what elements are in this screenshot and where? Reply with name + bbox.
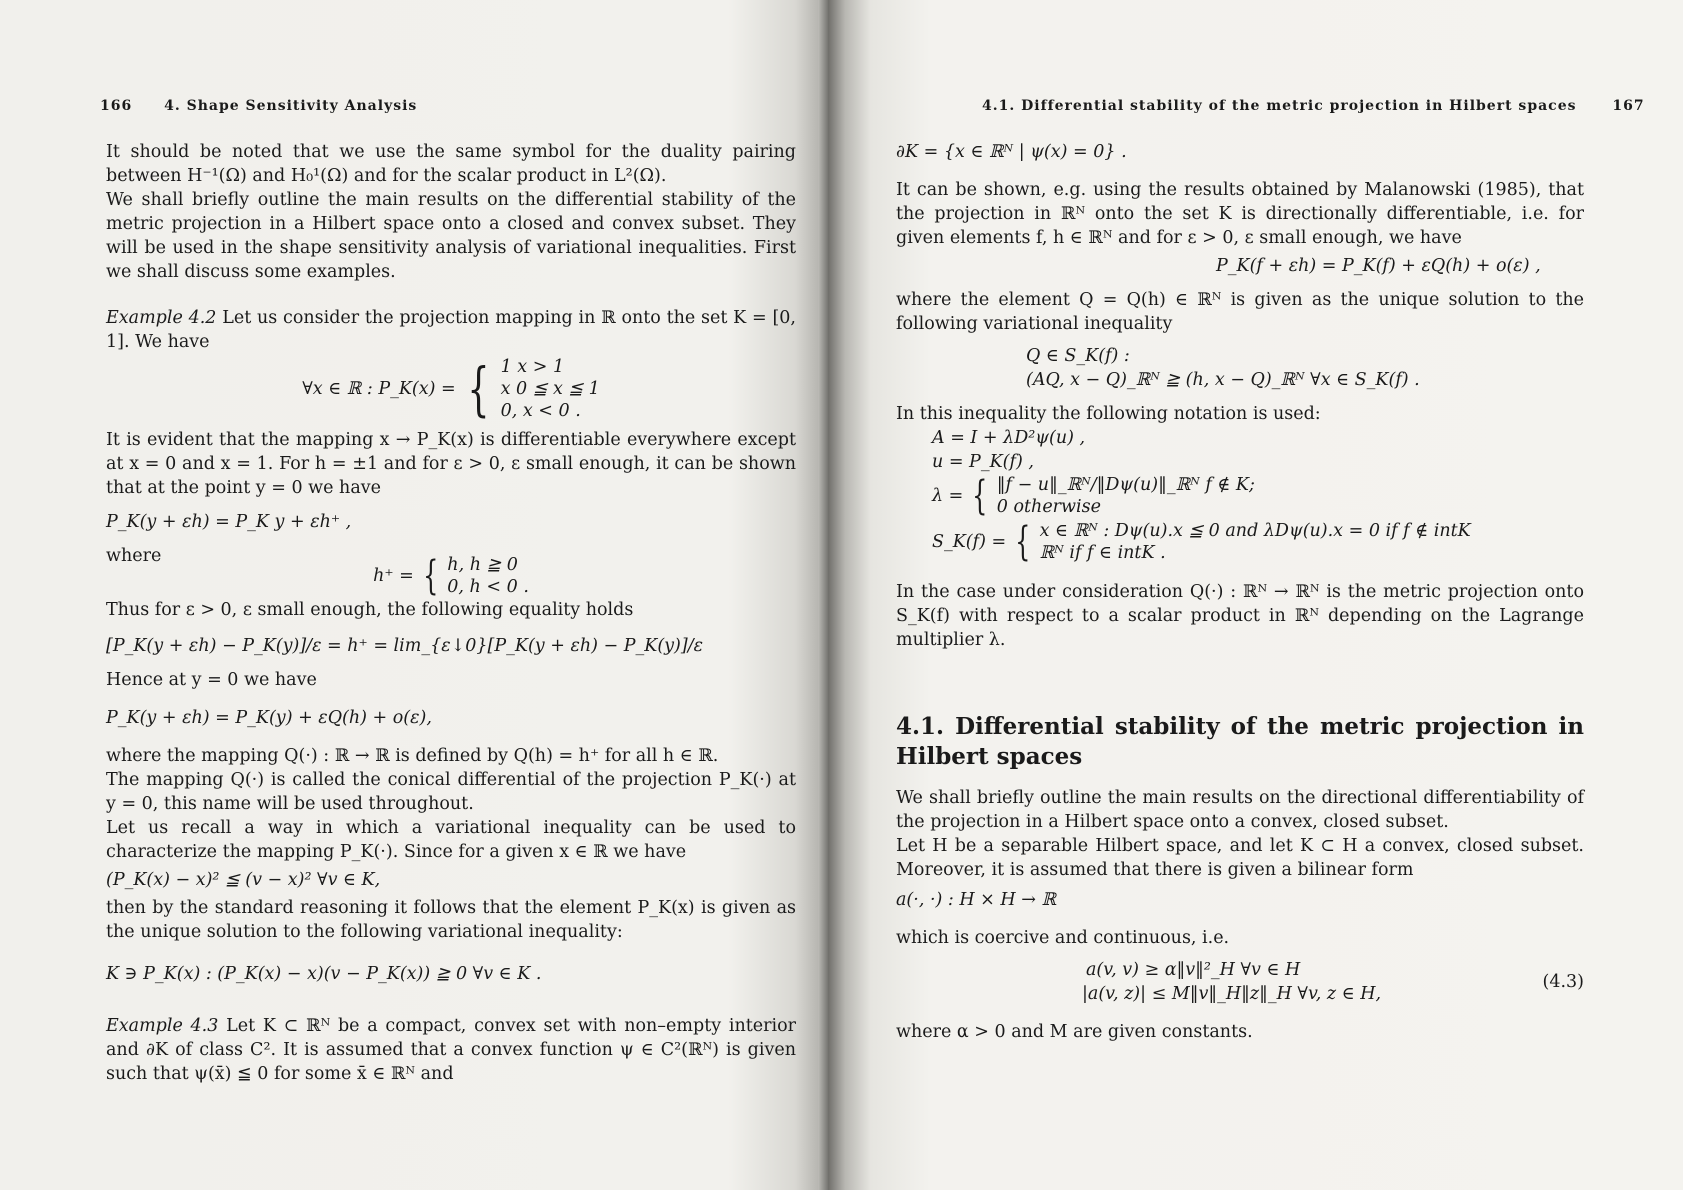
left-para-outline: We shall briefly outline the main results on the differential stability of the metric projection in a Hilbert space onto a closed and convex subset. They will be used in the shape sensitivity analysis of variational inequalities. First we shall discuss some examples. <box>106 190 796 282</box>
case-row: ‖f − u‖_ℝᴺ/‖Dψ(u)‖_ℝᴺ f ∉ K; <box>996 475 1255 495</box>
right-para-notation: In this inequality the following notation is used: <box>896 404 1321 424</box>
left-brace-icon: { <box>422 553 439 599</box>
section-heading: 4.1. Differential stability of the metric projection in Hilbert spaces <box>896 713 1584 770</box>
example-4-2 <box>106 306 796 354</box>
eq-4-3 <box>896 958 1584 1006</box>
left-para-mapping: where the mapping Q(·) : ℝ → ℝ is defined by Q(h) = h⁺ for all h ∈ ℝ. <box>106 746 719 766</box>
eq-variational: K ∋ P_K(x) : (P_K(x) − x)(v − P_K(x)) ≧ 0 ∀v ∈ K . <box>106 964 542 984</box>
left-para-thus: Thus for ε > 0, ε small enough, the following equality holds <box>106 600 634 620</box>
eq-sk <box>932 520 1584 564</box>
left-where: where <box>106 546 162 566</box>
left-para-hence: Hence at y = 0 we have <box>106 670 317 690</box>
left-brace-icon: { <box>972 473 988 519</box>
right-page-number: 167 <box>1612 98 1645 114</box>
right-para-directional: We shall briefly outline the main results on the directional differentiability of the projection in a Hilbert space onto a convex, closed subset. <box>896 788 1584 832</box>
case-row: 0, x < 0 . <box>500 401 581 421</box>
notation-block <box>896 426 1584 564</box>
left-brace-icon: { <box>467 355 490 423</box>
example-4-2-label: Example 4.2 <box>106 308 217 328</box>
case-row: x 0 ≦ x ≦ 1 <box>500 379 600 399</box>
example-4-2-text: Let us consider the projection mapping in ℝ onto the set K = [0, 1]. We have <box>106 308 796 352</box>
eq-conical: P_K(y + εh) = P_K(y) + εQ(h) + o(ε), <box>106 708 432 728</box>
right-para-constants: where α > 0 and M are given constants. <box>896 1022 1253 1042</box>
case-row: x ∈ ℝᴺ : Dψ(u).x ≦ 0 and λDψ(u).x = 0 if f ∉ intK <box>1039 521 1471 541</box>
left-para-differentiable: It is evident that the mapping x → P_K(x) is differentiable everywhere except at x = 0 and x = 1. For h = ±1 and for ε > 0, ε small enough, it can be shown that at the point y = 0 we have <box>106 430 796 498</box>
eq-q-ineq: (AQ, x − Q)_ℝᴺ ≧ (h, x − Q)_ℝᴺ ∀x ∈ S_K(f) . <box>1026 370 1420 390</box>
eq-h-plus-lhs: h⁺ = <box>373 566 414 586</box>
left-running-head <box>100 98 417 114</box>
right-para-case: In the case under consideration Q(·) : ℝᴺ → ℝᴺ is the metric projection onto S_K(f) with respect to a scalar product in ℝᴺ depending on the Lagrange multiplier λ. <box>896 582 1584 650</box>
right-page <box>828 0 1683 1190</box>
right-body <box>896 140 1584 1044</box>
eq-continuous: |a(v, z)| ≤ M‖v‖_H‖z‖_H ∀v, z ∈ H, <box>1082 984 1382 1004</box>
left-brace-icon: { <box>1015 519 1031 565</box>
eq-projection <box>106 356 796 422</box>
eq-boundary: ∂K = {x ∈ ℝᴺ | ψ(x) = 0} . <box>896 142 1127 162</box>
right-para-malanowski: It can be shown, e.g. using the results obtained by Malanowski (1985), that the projection in ℝᴺ onto the set K is directionally differentiable, i.e. for given elements f, h ∈ ℝᴺ and for ε > 0, ε small enough, we have <box>896 180 1584 248</box>
equation-number: (4.3) <box>1542 972 1584 992</box>
case-row: 1 x > 1 <box>500 357 565 377</box>
left-page-number: 166 <box>100 98 133 114</box>
eq-q-in-sk: Q ∈ S_K(f) : <box>1026 346 1130 366</box>
left-chapter-title: 4. Shape Sensitivity Analysis <box>164 98 418 114</box>
eq-bilinear: a(·, ·) : H × H → ℝ <box>896 890 1057 910</box>
eq-coercive: a(v, v) ≥ α‖v‖²_H ∀v ∈ H <box>1086 960 1301 980</box>
eq-a: A = I + λD²ψ(u) , <box>932 428 1086 448</box>
case-row: ℝᴺ if f ∈ intK . <box>1039 543 1166 563</box>
right-para-coercive: which is coercive and continuous, i.e. <box>896 928 1230 948</box>
eq-u: u = P_K(f) , <box>932 452 1034 472</box>
eq-h-plus <box>106 554 796 598</box>
eq-square-ineq: (P_K(x) − x)² ≦ (v − x)² ∀v ∈ K, <box>106 870 381 890</box>
eq-lambda-lhs: λ = <box>932 486 964 506</box>
example-4-3-text: Let K ⊂ ℝᴺ be a compact, convex set with non–empty interior and ∂K of class C². It is assumed that a convex function ψ ∈ C²(ℝᴺ) is given such that ψ(x̄) ≦ 0 for some x̄ ∈ ℝᴺ and <box>106 1016 796 1084</box>
left-body <box>106 140 796 1086</box>
left-para-duality: It should be noted that we use the same symbol for the duality pairing between H⁻¹(Ω) and H₀¹(Ω) and for the scalar product in L²(Ω). <box>106 142 796 186</box>
example-4-3-label: Example 4.3 <box>106 1016 219 1036</box>
eq-lambda <box>932 474 1255 518</box>
left-para-recall: Let us recall a way in which a variational inequality can be used to characterize the mapping P_K(·). Since for a given x ∈ ℝ we have <box>106 818 796 862</box>
right-para-element: where the element Q = Q(h) ∈ ℝᴺ is given as the unique solution to the following variational inequality <box>896 290 1584 334</box>
left-para-conical: The mapping Q(·) is called the conical differential of the projection P_K(·) at y = 0, this name will be used throughout. <box>106 770 796 814</box>
case-row: h, h ≧ 0 <box>447 555 518 575</box>
case-row: 0 otherwise <box>996 497 1101 517</box>
right-running-head <box>982 98 1645 114</box>
eq-projection-lhs: ∀x ∈ ℝ : P_K(x) = <box>302 379 456 399</box>
eq-sk-lhs: S_K(f) = <box>932 532 1007 552</box>
right-section-title: 4.1. Differential stability of the metric projection in Hilbert spaces <box>982 98 1577 114</box>
eq-pk-plus: P_K(y + εh) = P_K y + εh⁺ , <box>106 512 352 532</box>
left-page <box>0 0 828 1190</box>
left-para-reasoning: then by the standard reasoning it follows that the element P_K(x) is given as the unique solution to the following variational inequality: <box>106 898 796 942</box>
eq-limit: [P_K(y + εh) − P_K(y)]/ε = h⁺ = lim_{ε↓0}[P_K(y + εh) − P_K(y)]/ε <box>106 636 703 656</box>
right-para-hilbert: Let H be a separable Hilbert space, and let K ⊂ H a convex, closed subset. Moreover, it is assumed that there is given a bilinear form <box>896 836 1584 880</box>
case-row: 0, h < 0 . <box>447 577 529 597</box>
example-4-3 <box>106 1014 796 1086</box>
eq-directional: P_K(f + εh) = P_K(f) + εQ(h) + o(ε) , <box>1216 256 1541 276</box>
